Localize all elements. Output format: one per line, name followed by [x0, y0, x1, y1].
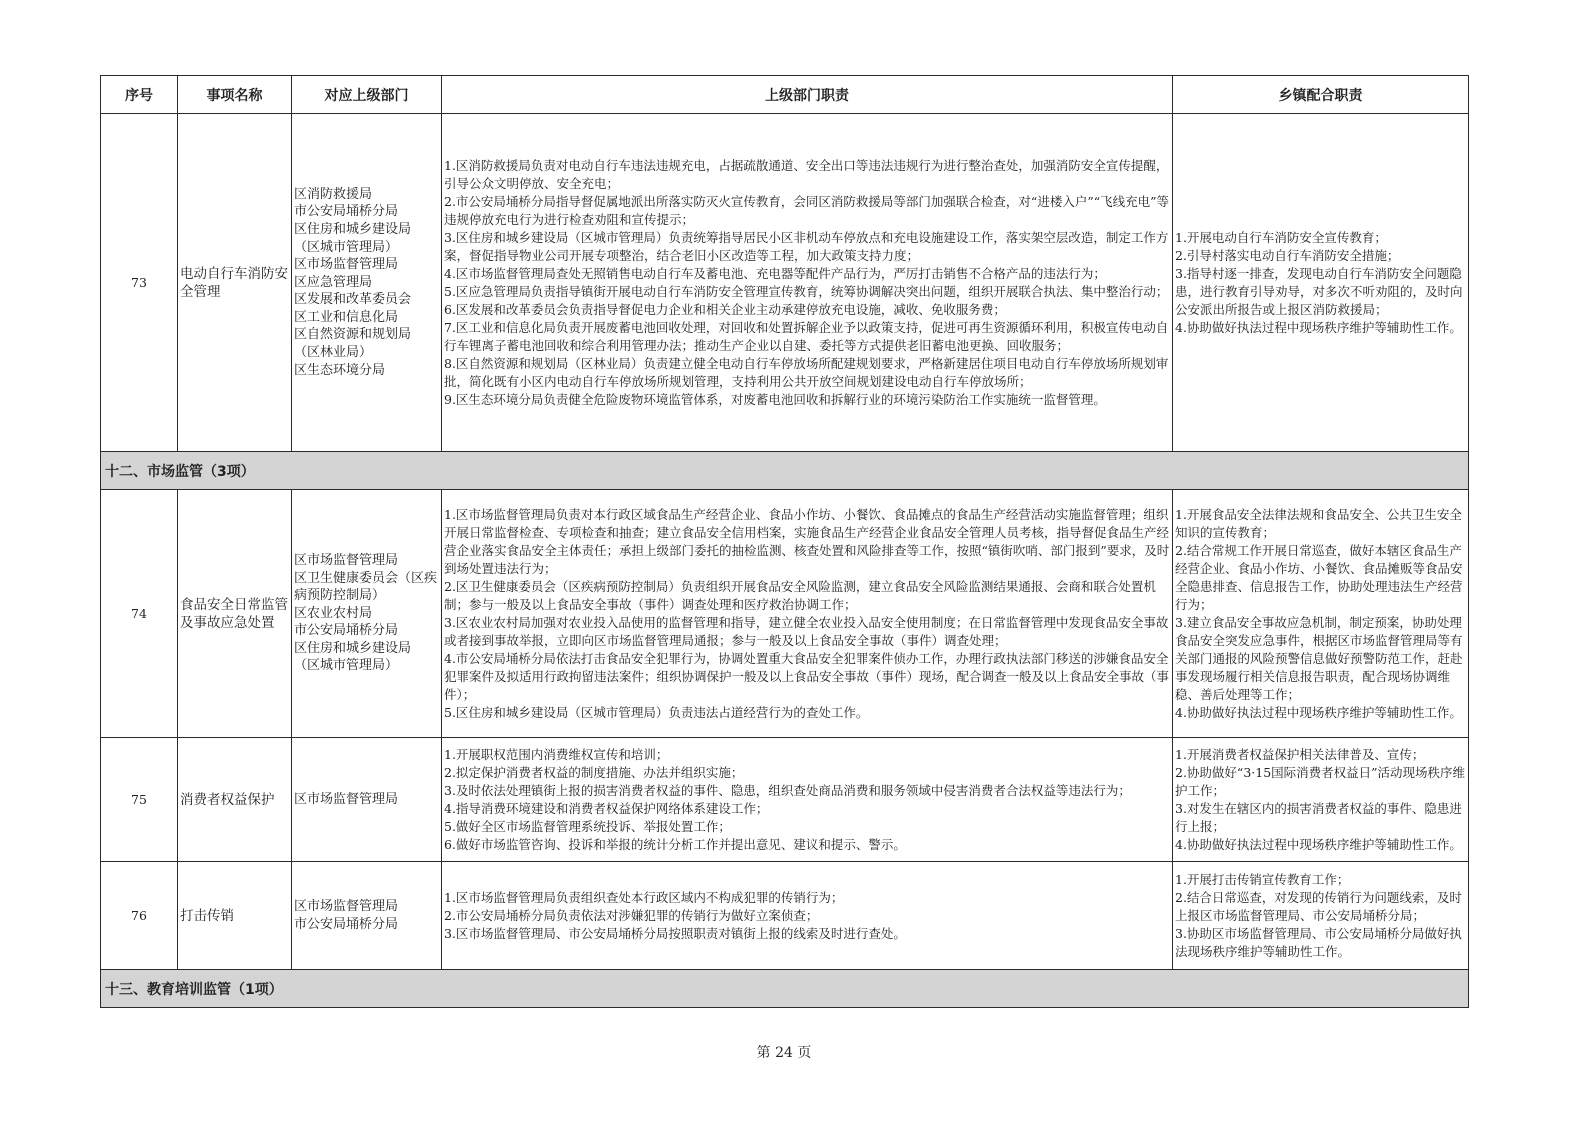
duty-item: 3.及时依法处理镇街上报的损害消费者权益的事件、隐患，组织查处商品消费和服务领域中侵害消费者合法权益等违法行为； [444, 782, 1131, 798]
item-name: 食品安全日常监管及事故应急处置 [178, 490, 292, 738]
department-duties [442, 490, 1173, 738]
dept-name: 市公安局埇桥分局 [294, 623, 399, 639]
duty-item: 8.区自然资源和规划局（区林业局）负责建立健全电动自行车停放场所配建规划要求，严格新建居住项目电动自行车停放场所规划审批，简化既有小区内电动自行车停放场所规划管理，支持利用公共开放空间规划建设电动自行车停放场所； [444, 355, 1169, 389]
table-row [101, 862, 1469, 970]
header-serial: 序号 [101, 76, 178, 114]
duty-item: 4.协助做好执法过程中现场秩序维护等辅助性工作。 [1175, 704, 1462, 720]
township-duties [1173, 490, 1469, 738]
duty-item: 3.建立食品安全事故应急机制，制定预案，协助处理食品安全突发应急事件，根据区市场监督管理局等有关部门通报的风险预警信息做好预警防范工作，赶赴事发现场履行相关信息报告职责，配合现场协调维稳、善后处理等工作； [1175, 614, 1463, 702]
duty-item: 3.区市场监督管理局、市公安局埇桥分局按照职责对镇街上报的线索及时进行查处。 [444, 925, 906, 941]
duty-item: 4.市公安局埇桥分局依法打击食品安全犯罪行为，协调处置重大食品安全犯罪案件侦办工作，办理行政执法部门移送的涉嫌食品安全犯罪案件及拟适用行政拘留违法案件；组织协调保护一般及以上食品安全事故（事件）现场，配合调查一般及以上食品安全事故（事件）； [444, 650, 1170, 702]
duty-item: 5.区住房和城乡建设局（区城市管理局）负责违法占道经营行为的查处工作。 [444, 704, 869, 720]
duty-item: 1.区市场监督管理局负责对本行政区域食品生产经营企业、食品小作坊、小餐饮、食品摊点的食品生产经营活动实施监督管理；组织开展日常监督检查、专项检查和抽查；建立食品安全信用档案，实施食品生产经营企业食品安全管理人员考核，指导督促食品生产经营企业落实食品安全主体责任；承担上级部门委托的抽检监测、核查处置和风险排查等工作，按照“镇街吹哨、部门报到”要求，及时到场处置违法行为； [444, 506, 1170, 576]
duty-item: 1.区消防救援局负责对电动自行车违法违规充电，占据疏散通道、安全出口等违法违规行为进行整治查处，加强消防安全宣传提醒，引导公众文明停放、安全充电； [444, 157, 1169, 191]
duty-item: 9.区生态环境分局负责健全危险废物环境监管体系，对废蓄电池回收和拆解行业的环境污染防治工作实施统一监督管理。 [444, 391, 1106, 407]
duty-item: 2.协助做好“3·15国际消费者权益日”活动现场秩序维护工作； [1175, 764, 1466, 798]
section-title: 十二、市场监管（3项） [101, 452, 1469, 490]
duty-item: 2.市公安局埇桥分局负责依法对涉嫌犯罪的传销行为做好立案侦查； [444, 907, 819, 923]
duty-item: 2.拟定保护消费者权益的制度措施、办法并组织实施； [444, 764, 744, 780]
duty-item: 3.协助区市场监督管理局、市公安局埇桥分局做好执法现场秩序维护等辅助性工作。 [1175, 925, 1462, 959]
superior-departments [292, 114, 442, 452]
superior-departments [292, 862, 442, 970]
item-name: 消费者权益保护 [178, 738, 292, 862]
duty-item: 6.区发展和改革委员会负责指导督促电力企业和相关企业主动承建停放充电设施，减收、免收服务费； [444, 301, 1006, 317]
item-number: 76 [101, 862, 178, 970]
table-header-row [101, 76, 1469, 114]
duty-item: 4.区市场监督管理局查处无照销售电动自行车及蓄电池、充电器等配件产品行为，严厉打击销售不合格产品的违法行为； [444, 265, 1106, 281]
dept-name: 区市场监督管理局 [294, 552, 399, 568]
dept-name: 市公安局埇桥分局 [294, 916, 399, 932]
duty-item: 4.协助做好执法过程中现场秩序维护等辅助性工作。 [1175, 319, 1462, 335]
header-item-name: 事项名称 [178, 76, 292, 114]
duty-item: 6.做好市场监管咨询、投诉和举报的统计分析工作并提出意见、建议和提示、警示。 [444, 836, 906, 852]
duty-item: 4.协助做好执法过程中现场秩序维护等辅助性工作。 [1175, 836, 1462, 852]
item-number: 75 [101, 738, 178, 862]
responsibility-table [100, 75, 1469, 1008]
dept-name: 区市场监督管理局 [294, 791, 399, 807]
superior-departments [292, 738, 442, 862]
duty-item: 2.结合常规工作开展日常巡查，做好本辖区食品生产经营企业、食品小作坊、小餐饮、食品摊贩等食品安全隐患排查、信息报告工作，协助处理违法生产经营行为； [1175, 542, 1463, 612]
duty-item: 5.区应急管理局负责指导镇街开展电动自行车消防安全管理宣传教育，统筹协调解决突出问题，组织开展联合执法、集中整治行动； [444, 283, 1169, 299]
duty-item: 1.开展职权范围内消费维权宣传和培训； [444, 746, 669, 762]
duty-item: 1.开展打击传销宣传教育工作； [1175, 871, 1350, 887]
dept-name: 市公安局埇桥分局 [294, 204, 399, 220]
duty-item: 4.指导消费环境建设和消费者权益保护网络体系建设工作； [444, 800, 769, 816]
page-number: 第 24 页 [756, 1045, 812, 1061]
dept-name: 区应急管理局 [294, 274, 373, 290]
department-duties [442, 114, 1173, 452]
duty-item: 5.做好全区市场监督管理系统投诉、举报处置工作； [444, 818, 731, 834]
dept-name: （区城市管理局） [294, 658, 399, 674]
table-row [101, 490, 1469, 738]
table-row [101, 738, 1469, 862]
dept-name: 区消防救援局 [294, 186, 373, 202]
duty-item: 2.引导村落实电动自行车消防安全措施； [1175, 247, 1400, 263]
duty-item: 3.区住房和城乡建设局（区城市管理局）负责统筹指导居民小区非机动车停放点和充电设施建设工作，落实架空层改造，制定工作方案，督促指导物业公司开展专项整治，结合老旧小区改造等工程，加大政策支持力度； [444, 229, 1169, 263]
dept-name: 区发展和改革委员会 [294, 292, 412, 308]
dept-name: 区农业农村局 [294, 605, 373, 621]
township-duties [1173, 738, 1469, 862]
duty-item: 3.指导村逐一排查，发现电动自行车消防安全问题隐患，进行教育引导劝导，对多次不听劝阻的，及时向公安派出所报告或上报区消防救援局； [1175, 265, 1463, 317]
dept-name: 区市场监督管理局 [294, 898, 399, 914]
item-name: 打击传销 [178, 862, 292, 970]
duty-item: 1.开展消费者权益保护相关法律普及、宣传； [1175, 746, 1425, 762]
dept-name: （区林业局） [294, 345, 373, 361]
duty-item: 3.对发生在辖区内的损害消费者权益的事件、隐患进行上报； [1175, 800, 1462, 834]
dept-name: 区工业和信息化局 [294, 309, 399, 325]
section-row [101, 452, 1469, 490]
township-duties [1173, 114, 1469, 452]
dept-name: 区生态环境分局 [294, 362, 386, 378]
superior-departments [292, 490, 442, 738]
duty-item: 2.结合日常巡查，对发现的传销行为问题线索，及时上报区市场监督管理局、市公安局埇桥分局； [1175, 889, 1462, 923]
duty-item: 1.开展电动自行车消防安全宣传教育； [1175, 229, 1387, 245]
duty-item: 1.开展食品安全法律法规和食品安全、公共卫生安全知识的宣传教育； [1175, 506, 1462, 540]
table-row [101, 114, 1469, 452]
section-title: 十三、教育培训监管（1项） [101, 970, 1469, 1008]
dept-name: 区自然资源和规划局 [294, 327, 412, 343]
dept-name: （区城市管理局） [294, 239, 399, 255]
section-row [101, 970, 1469, 1008]
dept-name: 区卫生健康委员会（区疾病预防控制局） [294, 570, 438, 604]
duty-item: 7.区工业和信息化局负责开展废蓄电池回收处理，对回收和处置拆解企业予以政策支持，促进可再生资源循环利用，积极宣传电动自行车锂离子蓄电池回收和综合利用管理办法；推动生产企业以自建、委托等方式提供老旧蓄电池更换、回收服务； [444, 319, 1169, 353]
dept-name: 区住房和城乡建设局 [294, 640, 412, 656]
duty-item: 3.区农业农村局加强对农业投入品使用的监督管理和指导，建立健全农业投入品安全使用制度；在日常监督管理中发现食品安全事故或者接到事故举报，立即向区市场监督管理局通报；参与一般及以上食品安全事故（事件）调查处理； [444, 614, 1169, 648]
item-name: 电动自行车消防安全管理 [178, 114, 292, 452]
header-dept-duties: 上级部门职责 [442, 76, 1173, 114]
item-number: 74 [101, 490, 178, 738]
department-duties [442, 738, 1173, 862]
department-duties [442, 862, 1173, 970]
duty-item: 2.市公安局埇桥分局指导督促属地派出所落实防灭火宣传教育，会同区消防救援局等部门加强联合检查，对“进楼入户”“飞线充电”等违规停放充电行为进行检查劝阻和宣传提示； [444, 193, 1169, 227]
item-number: 73 [101, 114, 178, 452]
header-town-duties: 乡镇配合职责 [1173, 76, 1469, 114]
dept-name: 区住房和城乡建设局 [294, 221, 412, 237]
header-superior-dept: 对应上级部门 [292, 76, 442, 114]
dept-name: 区市场监督管理局 [294, 257, 399, 273]
duty-item: 2.区卫生健康委员会（区疾病预防控制局）负责组织开展食品安全风险监测，建立食品安全风险监测结果通报、会商和联合处置机制；参与一般及以上食品安全事故（事件）调查处理和医疗救治协调工作； [444, 578, 1156, 612]
duty-item: 1.区市场监督管理局负责组织查处本行政区域内不构成犯罪的传销行为； [444, 889, 844, 905]
township-duties [1173, 862, 1469, 970]
